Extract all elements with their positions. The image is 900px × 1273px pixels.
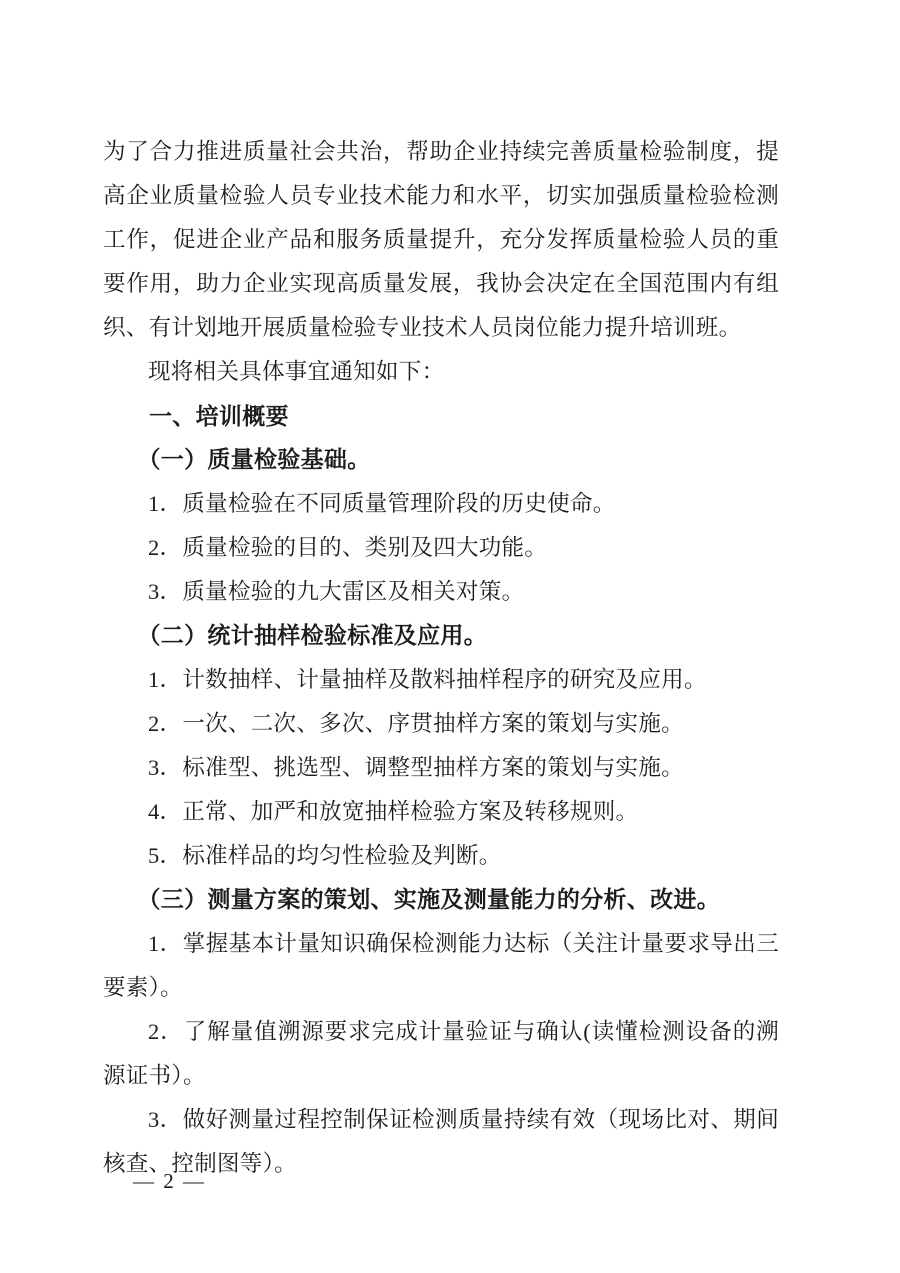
subsection-2-item-1: 1．计数抽样、计量抽样及散料抽样程序的研究及应用。 — [148, 667, 707, 692]
subsection-2-heading: （二）统计抽样检验标准及应用。 — [137, 623, 487, 648]
subsection-3-item-2: 2．了解量值溯源要求完成计量验证与确认(读懂检测设备的溯源证书）。 — [103, 1019, 779, 1088]
subsection-1-heading: （一）质量检验基础。 — [137, 447, 371, 472]
section-title: 一、培训概要 — [149, 403, 289, 429]
subsection-2-item-5: 5．标准样品的均匀性检验及判断。 — [148, 843, 502, 868]
subsection-2-item-2: 2．一次、二次、多次、序贯抽样方案的策划与实施。 — [148, 711, 684, 736]
subsection-3-heading: （三）测量方案的策划、实施及测量能力的分析、改进。 — [137, 887, 720, 912]
subsection-3-item-1: 1．掌握基本计量知识确保检测能力达标（关注计量要求导出三要素）。 — [103, 931, 779, 1000]
subsection-3-item-3: 3．做好测量过程控制保证检测质量持续有效（现场比对、期间核查、控制图等）。 — [103, 1107, 779, 1176]
subsection-2-item-3: 3．标准型、挑选型、调整型抽样方案的策划与实施。 — [148, 755, 684, 780]
subsection-1-item-3: 3．质量检验的九大雷区及相关对策。 — [148, 579, 525, 604]
subsection-1-item-2: 2．质量检验的目的、类别及四大功能。 — [148, 535, 548, 560]
subsection-1-item-1: 1．质量检验在不同质量管理阶段的历史使命。 — [148, 491, 616, 516]
page-number: — 2 — — [133, 1169, 206, 1193]
subsection-2-item-4: 4．正常、加严和放宽抽样检验方案及转移规则。 — [148, 799, 639, 824]
notice-line: 现将相关具体事宜通知如下： — [148, 359, 445, 384]
intro-paragraph: 为了合力推进质量社会共治，帮助企业持续完善质量检验制度，提高企业质量检验人员专业技术能力和水平，切实加强质量检验检测工作，促进企业产品和服务质量提升，充分发挥质量检验人员的重要作用，助力企业实现高质量发展，我协会决定在全国范围内有组织、有计划地开展质量检验专业技术人员岗位能力提升培训班。 — [103, 139, 779, 340]
document-content — [103, 130, 779, 1186]
